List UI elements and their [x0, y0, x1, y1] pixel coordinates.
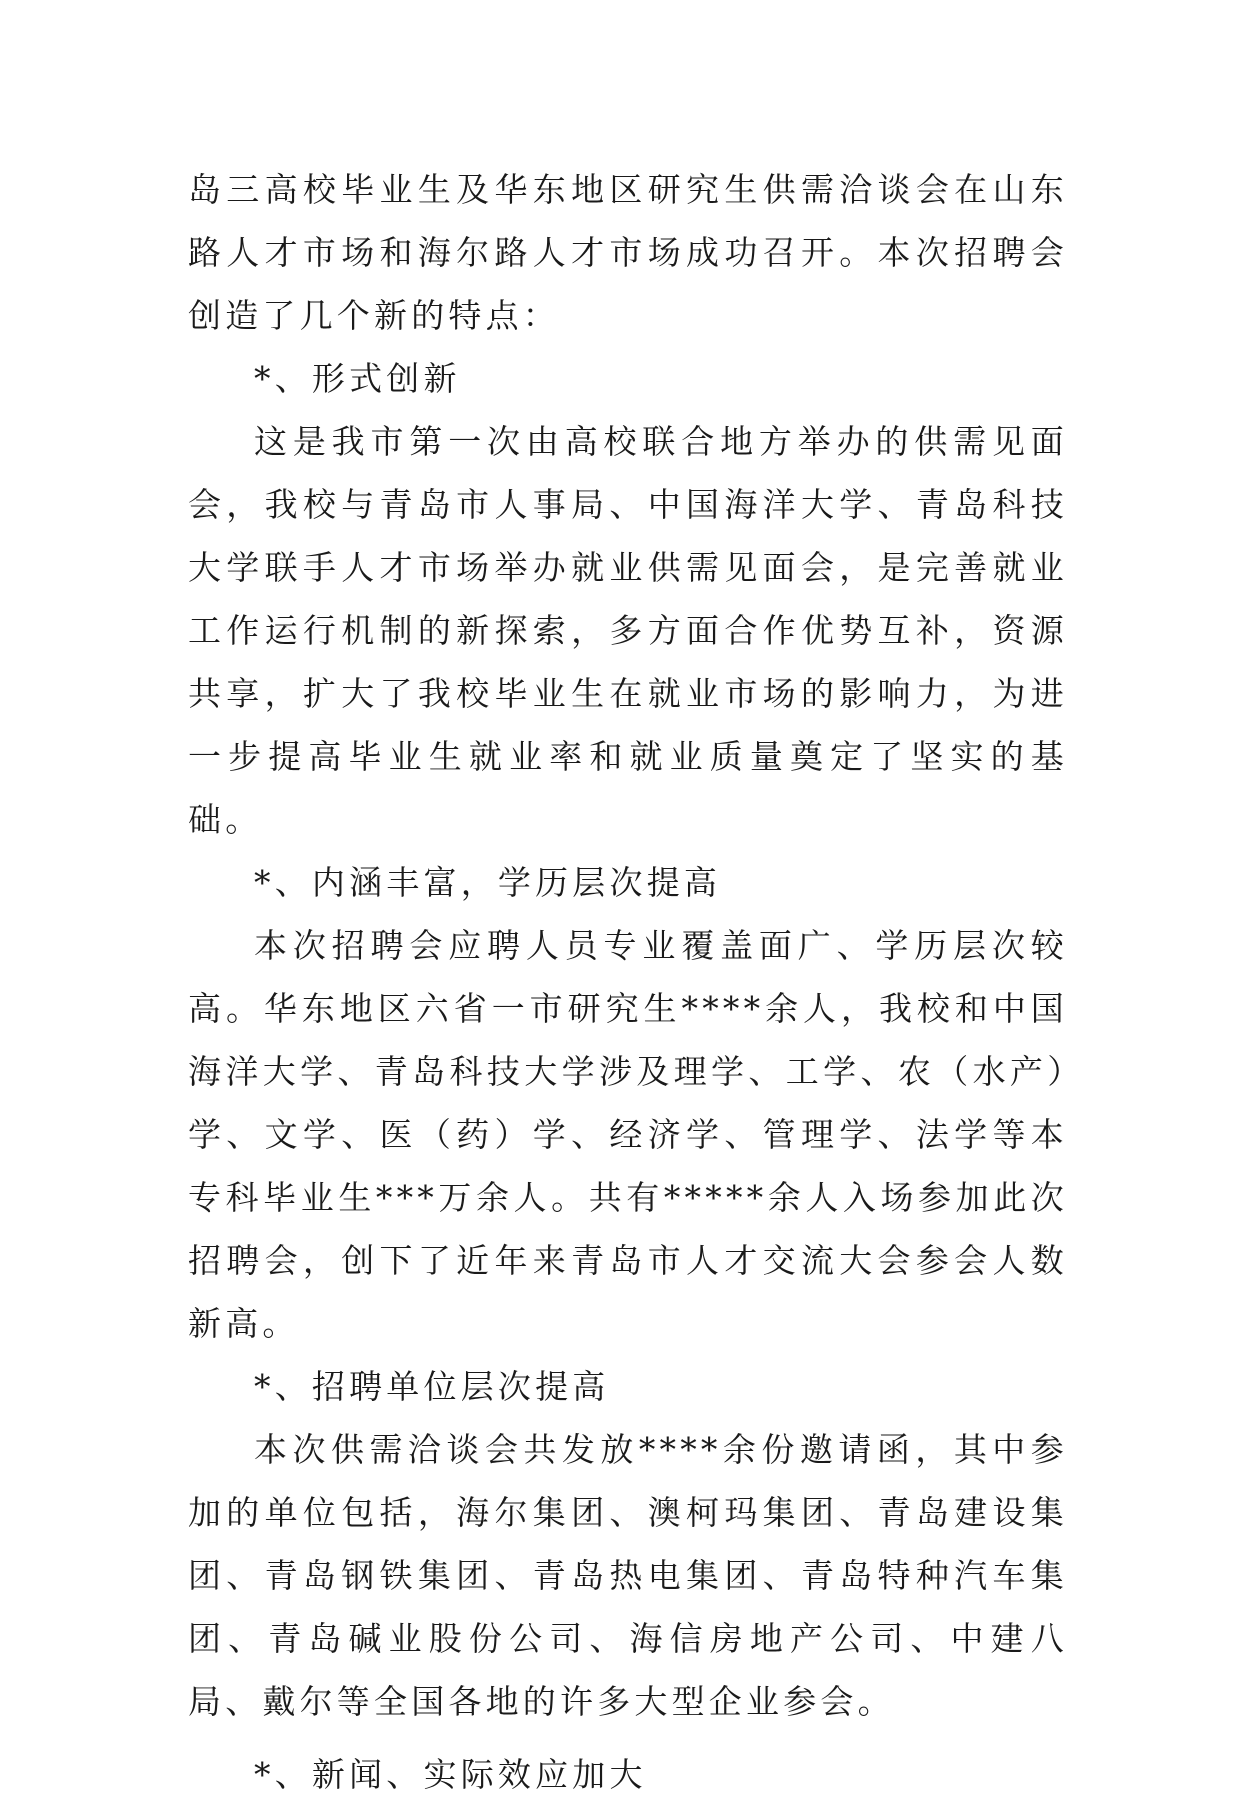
- paragraph-employer-level: 本次供需洽谈会共发放****余份邀请函，其中参加的单位包括，海尔集团、澳柯玛集团、青岛建设集团、青岛钢铁集团、青岛热电集团、青岛特种汽车集团、青岛碱业股份公司、海信房地产公司、中建八局、戴尔等全国各地的许多大型企业参会。: [188, 1430, 1068, 1721]
- document-body: [188, 158, 1068, 1806]
- section-heading-news-effect: *、新闻、实际效应加大: [254, 1755, 647, 1794]
- paragraph-continued: 岛三高校毕业生及华东地区研究生供需洽谈会在山东路人才市场和海尔路人才市场成功召开。本次招聘会创造了几个新的特点：: [188, 170, 1068, 335]
- section-heading-rich-content: *、内涵丰富，学历层次提高: [254, 863, 722, 902]
- paragraph-rich-content: 本次招聘会应聘人员专业覆盖面广、学历层次较高。华东地区六省一市研究生****余人，我校和中国海洋大学、青岛科技大学涉及理学、工学、农（水产）学、文学、医（药）学、经济学、管理学、法学等本专科毕业生***万余人。共有*****余人入场参加此次招聘会，创下了近年来青岛市人才交流大会参会人数新高。: [188, 926, 1068, 1343]
- section-heading-form-innovation: *、形式创新: [254, 359, 461, 398]
- paragraph-form-innovation: 这是我市第一次由高校联合地方举办的供需见面会，我校与青岛市人事局、中国海洋大学、青岛科技大学联手人才市场举办就业供需见面会，是完善就业工作运行机制的新探索，多方面合作优势互补，资源共享，扩大了我校毕业生在就业市场的影响力，为进一步提高毕业生就业率和就业质量奠定了坚实的基础。: [188, 422, 1068, 839]
- section-heading-employer-level: *、招聘单位层次提高: [254, 1367, 610, 1406]
